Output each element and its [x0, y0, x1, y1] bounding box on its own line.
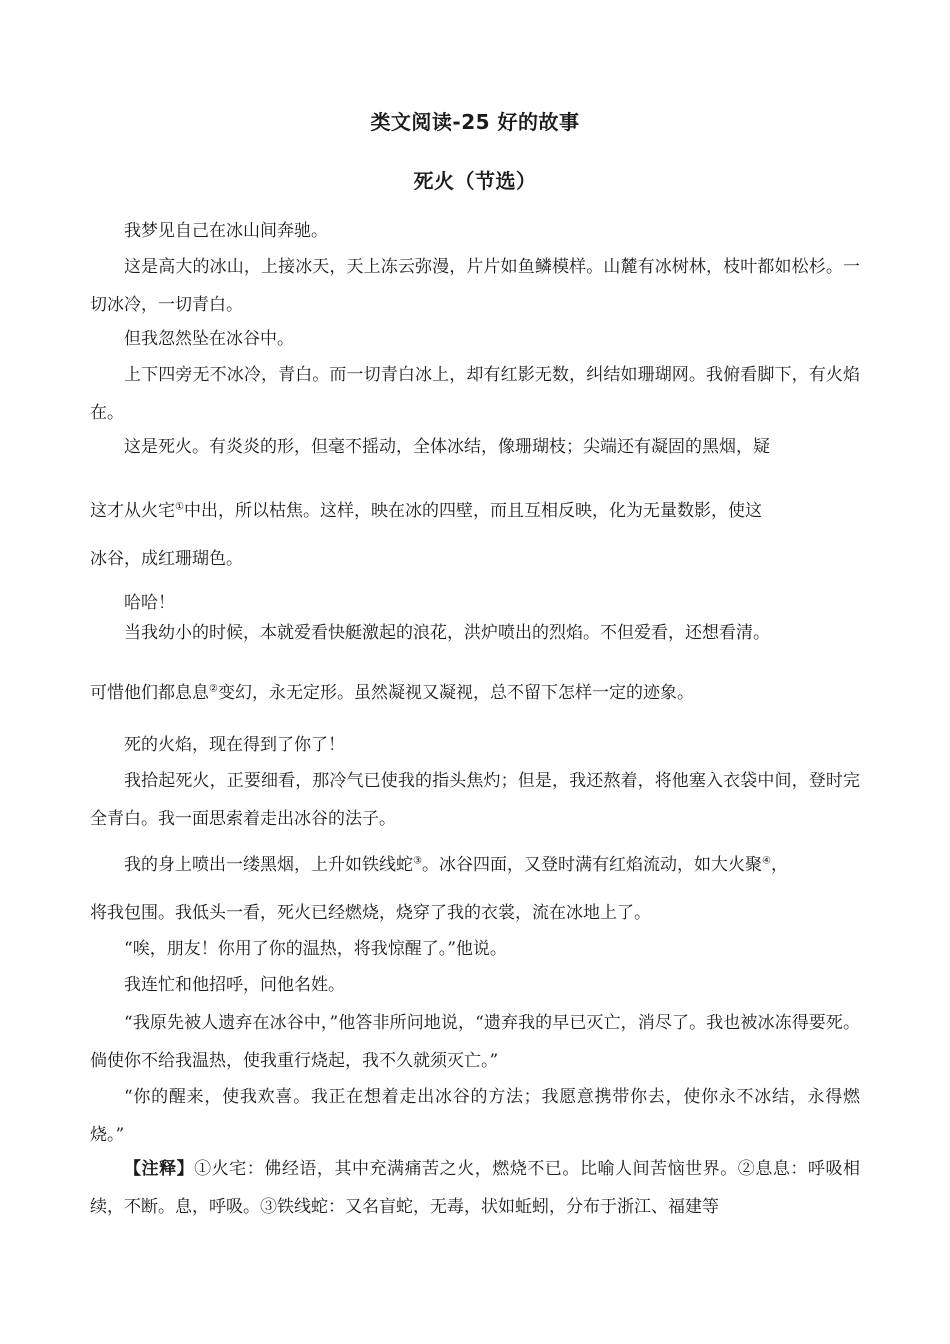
paragraph-13: “我原先被人遗弃在冰谷中，”他答非所问地说，“遗弃我的早已灭亡，消尽了。我也被冰冻得要死。倘使你不给我温热，使我重行烧起，我不久就须灭亡。”	[90, 1013, 860, 1071]
paragraph-7-line-1: 当我幼小的时候，本就爱看快艇激起的浪花，洪炉喷出的烈焰。不但爱看，还想看清。	[124, 623, 770, 643]
footnote-marker-1: ①	[175, 501, 184, 513]
annotation-text: ①火宅：佛经语，其中充满痛苦之火，燃烧不已。比喻人间苦恼世界。②息息：呼吸相续，不断。息，呼吸。③铁线蛇：又名盲蛇，无毒，状如蚯蚓，分布于浙江、福建等	[90, 1159, 861, 1217]
paragraph-4: 上下四旁无不冰冷，青白。而一切青白冰上，却有红影无数，纠结如珊瑚网。我俯看脚下，有火焰在。	[90, 365, 860, 423]
footnote-marker-4: ④	[761, 855, 771, 867]
paragraph-5-line-2	[90, 492, 860, 530]
paragraph-5-line-1: 这是死火。有炎炎的形，但毫不摇动，全体冰结，像珊瑚枝；尖端还有凝固的黑烟，疑	[124, 437, 770, 457]
paragraph-5-text-b: 中出，所以枯焦。这样，映在冰的四壁，而且互相反映，化为无量数影，使这	[183, 501, 762, 521]
document-title: 类文阅读-25 好的故事	[370, 110, 580, 134]
paragraph-9: 我拾起死火，正要细看，那冷气已使我的指头焦灼；但是，我还熬着，将他塞入衣袋中间，登时完全青白。我一面思索着走出冰谷的法子。	[90, 771, 860, 829]
paragraph-10-line-2: 将我包围。我低头一看，死火已经燃烧，烧穿了我的衣裳，流在冰地上了。	[90, 903, 651, 923]
paragraph-7-text-a: 可惜他们都息息	[90, 683, 209, 703]
paragraph-8: 死的火焰，现在得到了你了！	[124, 735, 345, 755]
paragraph-6: 哈哈！	[124, 593, 175, 613]
paragraph-5-line-3: 冰谷，成红珊瑚色。	[90, 549, 243, 569]
annotation-note	[90, 1150, 860, 1226]
paragraph-12: 我连忙和他招呼，问他名姓。	[124, 975, 345, 995]
article-title: 死火（节选）	[413, 169, 537, 193]
paragraph-3: 但我忽然坠在冰谷中。	[124, 329, 294, 349]
footnote-marker-3: ③	[413, 855, 422, 867]
paragraph-10-line-1	[90, 846, 860, 884]
paragraph-2: 这是高大的冰山，上接冰天，天上冻云弥漫，片片如鱼鳞模样。山麓有冰树林，枝叶都如松杉。一切冰冷，一切青白。	[90, 257, 860, 315]
paragraph-14: “你的醒来，使我欢喜。我正在想着走出冰谷的方法；我愿意携带你去，使你永不冰结，永得燃烧。”	[90, 1087, 860, 1145]
paragraph-1: 我梦见自己在冰山间奔驰。	[124, 221, 328, 241]
paragraph-10-text-a: 我的身上喷出一缕黑烟，上升如铁线蛇	[124, 855, 413, 875]
footnote-marker-2: ②	[209, 683, 218, 695]
paragraph-5-text-a: 这才从火宅	[90, 501, 175, 521]
paragraph-10-text-b: 。冰谷四面，又登时满有红焰流动，如大火聚	[421, 855, 762, 875]
paragraph-11: “唉，朋友！你用了你的温热，将我惊醒了。”他说。	[124, 939, 507, 959]
paragraph-10-text-c: ，	[770, 855, 788, 875]
annotation-label: 【注释】	[124, 1159, 195, 1179]
paragraph-7-line-2	[90, 674, 860, 712]
paragraph-7-text-b: 变幻，永无定形。虽然凝视又凝视，总不留下怎样一定的迹象。	[217, 683, 694, 703]
